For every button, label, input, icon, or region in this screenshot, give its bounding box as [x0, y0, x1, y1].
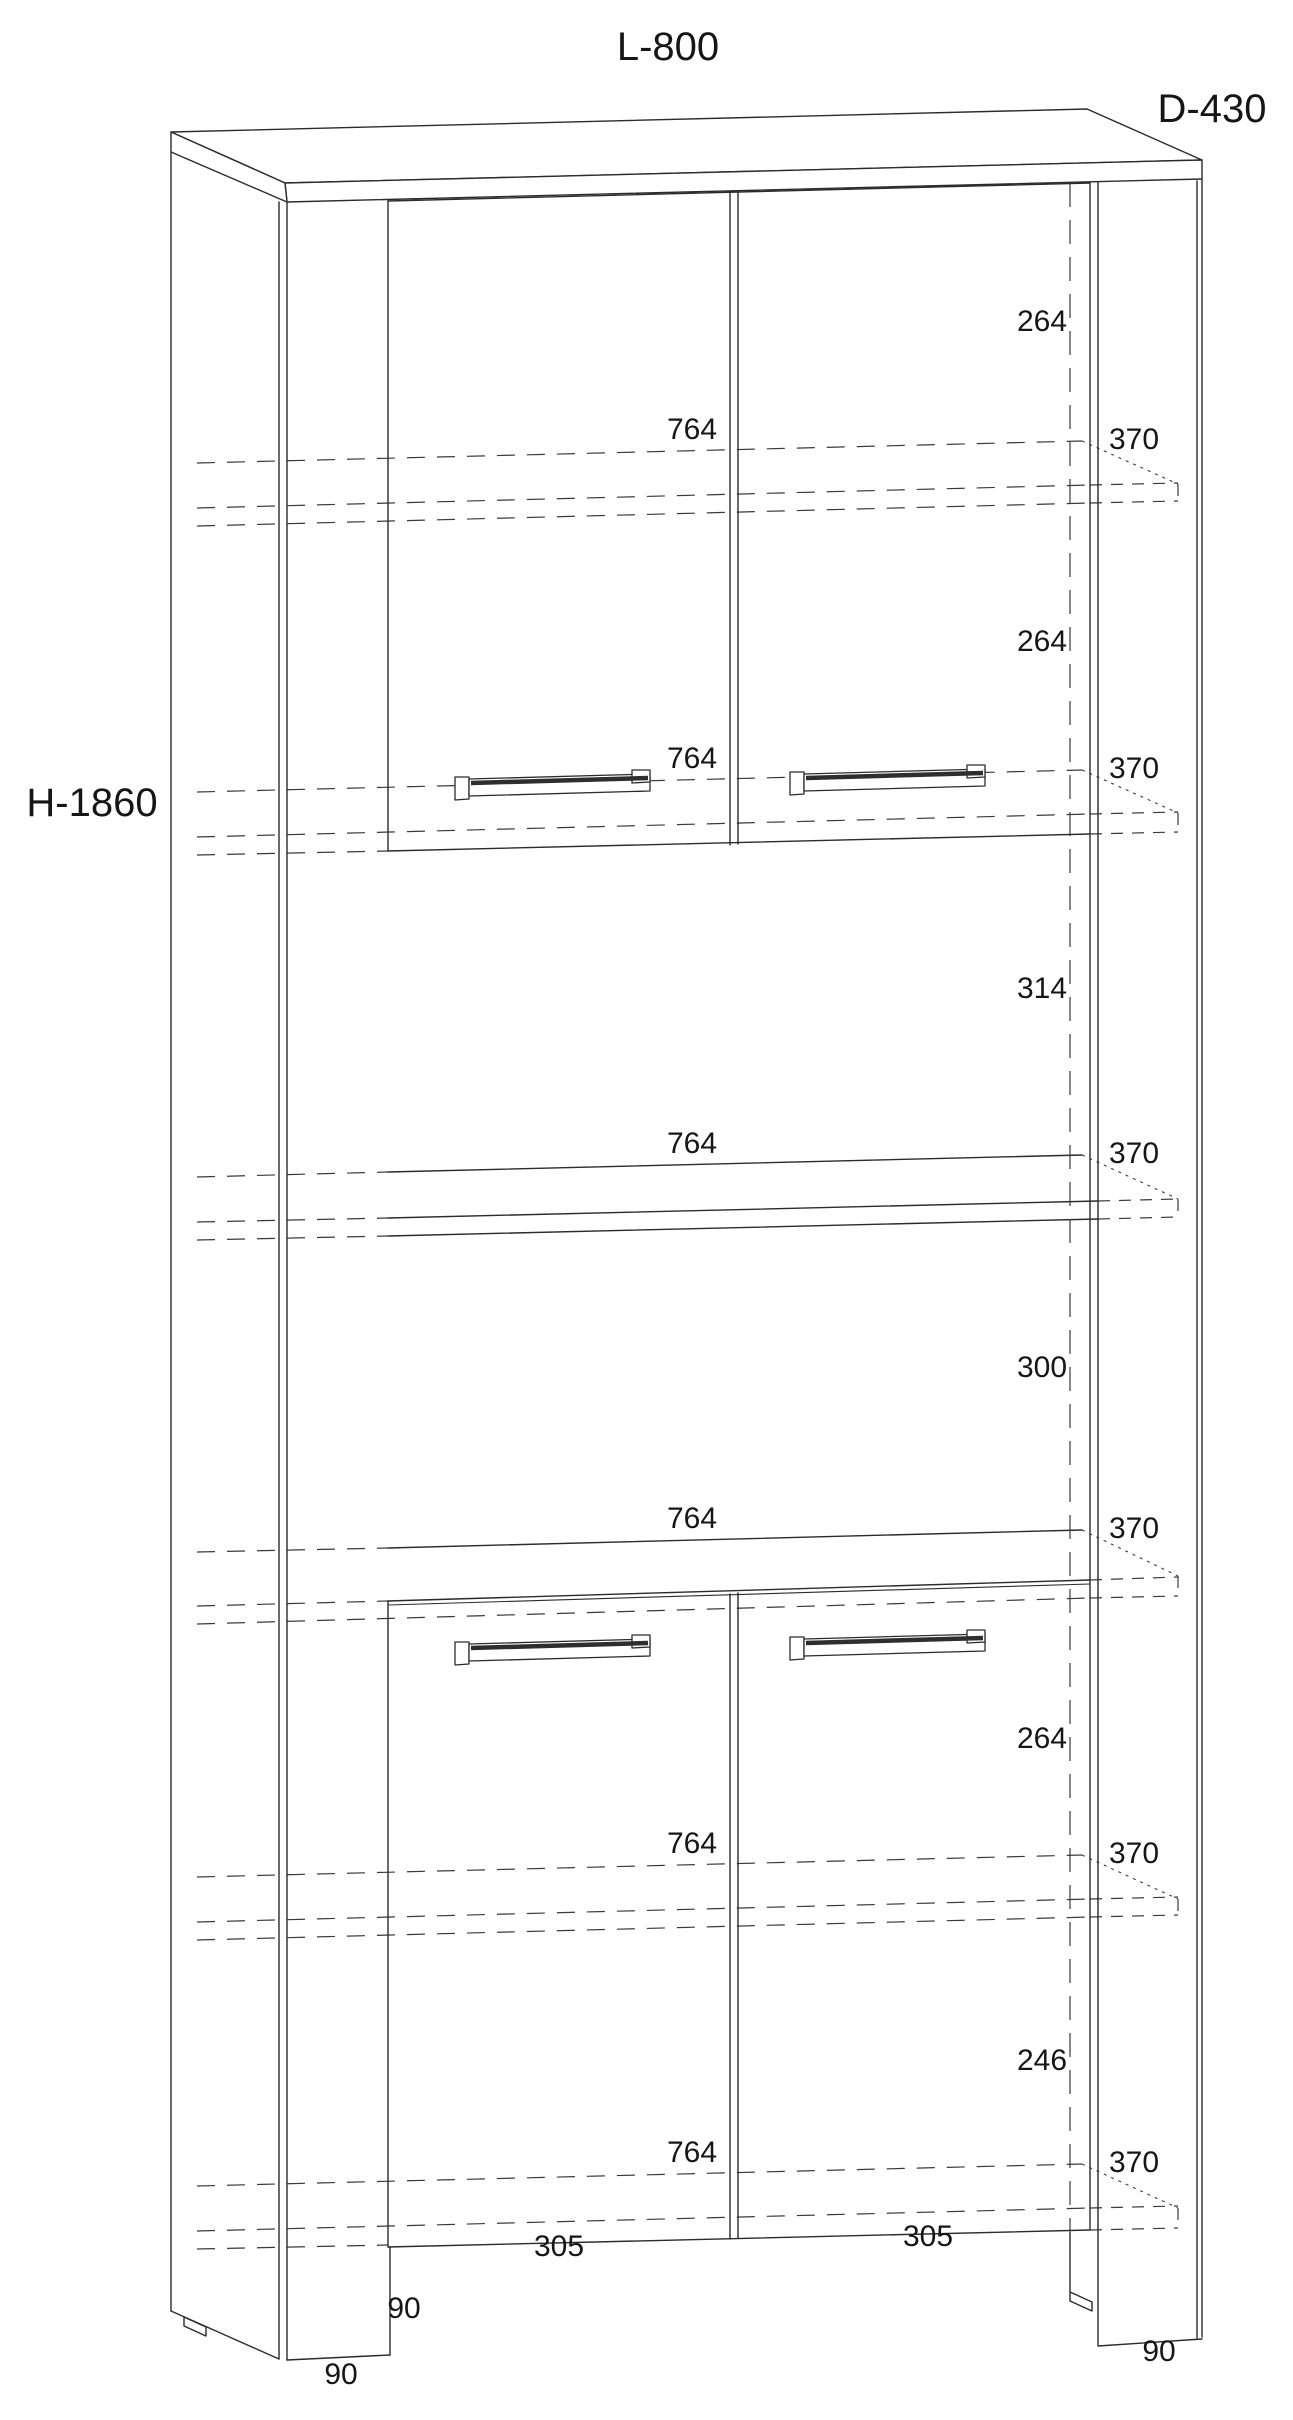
top-panel — [171, 109, 1202, 202]
leg-size-label-2: 90 — [324, 2358, 358, 2391]
lower-door-bottom-edge — [388, 2230, 1090, 2247]
shelf-depth-label-5: 370 — [1108, 1837, 1160, 1870]
leg-size-label-3: 90 — [1142, 2335, 1176, 2368]
section-height-label-2: 264 — [1016, 625, 1068, 658]
door-width-label-right: 305 — [902, 2220, 954, 2253]
lower-right-door-handle — [790, 1630, 985, 1660]
overall-width-label: L-800 — [616, 25, 720, 69]
shelf-width-label-5: 764 — [666, 1827, 718, 1860]
section-height-label-3: 314 — [1016, 972, 1068, 1005]
dimension-labels — [26, 25, 1266, 2391]
carcass-verticals — [171, 152, 1202, 2360]
door-width-label-left: 305 — [533, 2230, 585, 2263]
shelf-3-lines — [197, 1155, 1178, 1240]
shelf-1-lines — [197, 441, 1178, 526]
shelf-width-label-4: 764 — [666, 1502, 718, 1535]
section-height-label-4: 300 — [1016, 1351, 1068, 1384]
shelf-5-lines — [197, 1855, 1178, 1940]
lower-door-top-edge-2 — [388, 1584, 1090, 1605]
shelf-width-label-3: 764 — [666, 1127, 718, 1160]
base-and-legs — [171, 2232, 1202, 2360]
shelf-2-lines — [197, 770, 1178, 855]
right-back-foot — [1070, 2292, 1092, 2311]
lower-left-door-handle — [455, 1635, 650, 1665]
upper-left-door-handle — [455, 770, 650, 800]
shelf-depth-label-6: 370 — [1108, 2146, 1160, 2179]
shelf-6-bottom-board-lines — [197, 2164, 1178, 2249]
shelf-width-label-1: 764 — [666, 413, 718, 446]
section-height-label-1: 264 — [1016, 305, 1068, 338]
shelf-depth-label-1: 370 — [1108, 423, 1160, 456]
upper-right-door-handle — [790, 765, 985, 795]
upper-door-bottom-edge — [388, 834, 1090, 851]
left-back-foot — [184, 2317, 206, 2336]
overall-depth-label: D-430 — [1157, 87, 1267, 131]
lower-door-top-edge — [388, 1580, 1090, 1601]
section-height-label-6: 246 — [1016, 2044, 1068, 2077]
shelf-4-lines — [197, 1530, 1178, 1624]
leg-size-label-1: 90 — [387, 2292, 421, 2325]
upper-doors — [388, 183, 1090, 851]
shelf-width-label-6: 764 — [666, 2136, 718, 2169]
shelf-width-label-2: 764 — [666, 742, 718, 775]
overall-height-label: H-1860 — [26, 781, 158, 825]
shelf-depth-label-2: 370 — [1108, 752, 1160, 785]
section-height-label-5: 264 — [1016, 1722, 1068, 1755]
shelf-depth-label-4: 370 — [1108, 1512, 1160, 1545]
shelf-depth-label-3: 370 — [1108, 1137, 1160, 1170]
lower-doors — [388, 1580, 1090, 2247]
